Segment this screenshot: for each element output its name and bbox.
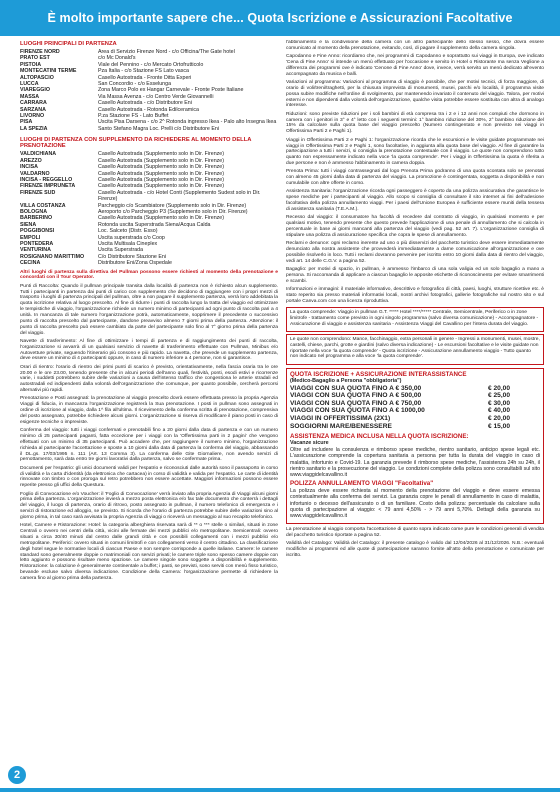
- insurance-box: [286, 368, 544, 525]
- page-number: 2: [8, 766, 26, 784]
- supp-location-row-value: Casello Autostrada (Supplemento solo in Dir. Firenze): [98, 164, 225, 171]
- location-row-value: P.za Stazione FS - Lato Buffet: [98, 113, 169, 120]
- location-row-label: FIRENZE NORD: [20, 49, 60, 55]
- info-paragraph: Prenotazione e Posti assegnati: la prenotazione al viaggio prescelto dovrà essere effettuata presso la propria Agenzia Viaggi di fiducia, in mancanza l'organizzazione registrerà la Sua prenotazione. I posti in pullman sono assegnati in ordine di iscrizione al viaggio, dalla 1^ fila all'ultima. Il ricevimento della conferma scritta di prenotazione, comprensiva del posto assegnato, potrebbe richiedere alcuni giorni. L'organizzazione si riserva di modificare il piano posti in caso di esigenze tecniche o impreviste.: [20, 396, 278, 425]
- price-row-value: € 20,00: [488, 415, 510, 423]
- supp-location-row-value: Casello Autostrada - c/o Hotel Conti (Supplemento Sudest solo in Dir. Firenze): [98, 189, 261, 203]
- price-row: [290, 392, 510, 400]
- supp-location-row-label: VALDICHIANA: [20, 151, 57, 158]
- assist-subtitle: Vacanze sicure: [290, 440, 329, 447]
- location-row-label: PISTOIA: [20, 61, 42, 68]
- info-paragraph: Hotel, Camere e Ristorazione: Hotel: la categoria alberghiera riservata sarà di ** o *** stelle o similari, situati in zone Centrali o ovvero nei centri della città, vicini alle fermate dei mezzi pubblici e/o metropolitane. Semicentrali: ovvero situati a circa 30/40 minuti dal centro dalle grandi città e con possibili collegamenti con i mezzi pubblici e/o metropolitane. Periferici: ovvero situati in comuni limitrofi e con collegamenti verso il centro cittadino. La classificazione degli hotel segue le normative locali di ciascun Paese e non sempre corrisponde a quelle italiane. Camere: le camere standard sono generalmente doppie o matrimoniali con servizi privati; le camere triple sono spesso camere doppie con letto aggiunto e possono risultare meno spaziose. Le camere singole sono soggette a disponibilità e supplemento. Ristorazione: la colazione è generalmente continentale a buffet; i pasti, se previsti, sono serviti con menù fisso turistico, bevande escluse salvo diversa indicazione. Condizione della Camera: l'organizzazione permette di richiedere la camera fino al giorno prima della partenza.: [20, 523, 278, 581]
- location-row-label: CARRARA: [20, 100, 47, 107]
- info-paragraph: Conferma del viaggio: tutti i viaggi confermati e prenotabili fino a 20 giorni dalla data di partenza e con un numero minimo di 25 partecipanti paganti, fatta eccezione per i viaggi con la 'Offertissima parti in 2 pagini' che vengono effettuati con un minimo di 35 partecipanti. Può accadere che, per raggiungere il numero minimo, l'organizzazione richieda al partecipante l'accettazione e sposte a 10 giorni dalla data di partenza la conferma del viaggio, abbassando il DL.gs. 17/03/1995 n. 111 (Art. 13 Comma 3). La conferma delle Gite Giornaliere, non avendo servizi di pernottamento, sarà data entro tre giorni lavorativi dalla partenza, salvo se confermate prima.: [20, 428, 278, 463]
- insurance-title: QUOTA ISCRIZIONE + ASSICURAZIONE INTERASSISTANCE: [290, 370, 467, 378]
- left-column: [20, 40, 278, 756]
- right-column: [286, 40, 544, 756]
- price-row-value: € 15,00: [488, 422, 510, 430]
- supp-location-row-label: VENTURINA: [20, 247, 51, 254]
- supp-location-row-value: C/o Distributore Stazione Eni: [98, 253, 167, 260]
- includes-text: La quota comprende: Viaggio in pullman G.T. ***** Hotel ****/***** Centrale, Semicentrale, Periferico o in zone limitrofe - trattamento come previsto in ogni singolo programma (salvo diversa comunicazione) - Accompagnatore - Assicurazione di viaggio e assistenza sanitaria - Assistenza Viaggi del Cavallino per l'intera durata del viaggio.: [290, 310, 539, 327]
- supp-location-row-label: ROSIGNANO MARITTIMO: [20, 253, 85, 260]
- supp-location-row-value: Uscita Superstrada: [98, 247, 144, 254]
- location-row-label: PRATO EST: [20, 55, 50, 62]
- info-paragraph: Foglio di Convocazione e/o Voucher: il 'Foglio di Convocazione' verrà inviato alla propria Agenzia di Viaggi alcuni giorni prima della partenza. L'organizzazione invierà a mezzo posta elettronica e/o fax tale documento che conterrà i dettagli del viaggio, il luogo di partenza, orario di ritrovo, posto assegnato in pullman, il numero telefonico di emergenza e i servizi di ristorazione ed alloggio, se previsto. Si ricorda che l'orario di partenza potrebbe subire delle variazioni sino al giorno prima, in tal caso sarà avvisata la propria Agenzia di viaggi o riceverà un messaggio al suo recapito telefonico.: [20, 491, 278, 520]
- supp-location-row-value: Casello Autostrada (Supplemento solo in Dir. Firenze): [98, 176, 225, 183]
- supp-location-row-value: Loc. Salceto (Distr. Esso): [98, 228, 158, 235]
- location-row-value: Casello Autostrada - Rotonda Edilceramica: [98, 106, 199, 113]
- supp-location-row-value: Aeroporto c/o Parcheggio P3 (Supplemento solo in Dir. Firenze): [98, 208, 248, 215]
- location-row-value: Pza Italia - c/o Stazione FS Lato vasca: [98, 68, 189, 75]
- assist-text: Oltre ad includere la consulenza e rimborso spese mediche, rientro sanitario, anticipo spese legali etc. L'assicurazione comprende la copertura sanitaria a persona per tutta la durata del viaggio in caso di malattia, infortunio e Covid-19. La garanzia prevede il rimborso spese mediche, l'assistenza 24h su 24h, il rientro sanitario e la prosecuzione del viaggio. Le condizioni complete della polizza sono consultabili sul sito www.viaggidelcavallino.it: [290, 447, 540, 479]
- price-row-value: € 25,00: [488, 392, 510, 400]
- page-title: È molto importante sapere che... Quota Iscrizione e Assicurazioni Facoltative: [47, 11, 513, 25]
- location-row-value: Viale del Pennino - c/o Mercato Ortofrutticolo: [98, 61, 204, 68]
- locations-note: Altri luoghi di partenza sulla direttiva del Pullman possono essere richiesti al momento della prenotazione e concordati con il Tour Operator.: [20, 269, 278, 281]
- info-paragraph: Prenota Prima: tutti i viaggi contrassegnati dal logo Prenota Prima godranno di una quota scontata solo se prenotati con almeno 45 giorni dalla data di partenza del viaggio. La promozione è contingentata, soggetta a disponibilità e non cumulabile con altre offerte in corso.: [286, 169, 544, 187]
- supp-location-row-label: AREZZO: [20, 157, 42, 164]
- supp-location-row-label: INCISA - REGGELLO: [20, 176, 73, 183]
- price-row-label: VIAGGI CON SUA QUOTA FINO A € 1000,00: [290, 407, 425, 415]
- footer-bar: [0, 788, 560, 792]
- price-table: [290, 385, 510, 431]
- left-paragraphs: [20, 284, 278, 582]
- price-row: [290, 407, 510, 415]
- location-row-value: c/o Mc Donald's: [98, 55, 136, 62]
- location-row-label: PISA: [20, 119, 33, 126]
- info-paragraph: Riduzioni: sono previste riduzioni per i soli bambini di età compresa tra i 2 e i 12 anni non compiuti che dormono in camera con i genitori in 3° e 4° letto con i seguenti termini: 1° bambino riduzione del 30%, 2° bambino riduzione del 15% da calcolare sulla quota base del viaggio prescelto (Numero contingentato e non previsto nei viaggi in Offertissima Parti 2 e Paghi 1).: [286, 111, 544, 135]
- supp-location-row-value: Rotonda uscita Superstrada Siena/Acqua Calda: [98, 221, 211, 228]
- price-row-label: VIAGGI IN OFFERTISSIMA (2X1): [290, 415, 391, 423]
- price-row-label: VIAGGI CON SUA QUOTA FINO A € 750,00: [290, 399, 422, 407]
- polizza-text: La polizza deve essere richiesta al momento della prenotazione del viaggio e deve essere emessa contestualmente alla conferma dei servizi. La garanzia copre le penali di annullamento in caso di malattia, infortunio o decesso dell'assicurato o di un familiare. Costo della polizza: percentuale da calcolare sulla quota di partecipazione al viaggio: < 79 anni 4,50% - > 79 anni 5,70%. Dettagli della garanzia su www.viaggidelcavallino.it: [290, 488, 540, 520]
- supp-location-row-value: Uscita superstrada c/o Coop: [98, 234, 165, 241]
- supp-locations-title: LUOGHI DI PARTENZA CON SUPPLEMENTO DA RICHIEDERE AL MOMENTO DELLA PRENOTAZIONE: [20, 137, 252, 150]
- page-header: [0, 0, 560, 36]
- supp-location-row: [20, 190, 278, 203]
- supp-location-row-label: PONTEDERA: [20, 240, 54, 247]
- location-row-value: San Concordio - c/o Esselunga: [98, 81, 172, 88]
- price-row: [290, 400, 510, 408]
- supp-location-row-label: CECINA: [20, 260, 41, 267]
- location-row-label: LUCCA: [20, 81, 39, 88]
- supp-location-row-label: BARBERINO: [20, 215, 53, 222]
- price-row-label: VIAGGI CON SUA QUOTA FINO A € 350,00: [290, 384, 422, 392]
- footnote-validity: Validità del Catalogo: Validità del Catalogo: il presente catalogo è valido dal 12/04/2026 al 31/12/2026. N.B.: eventuali modifiche ai programmi ed alle quote di partecipazione saranno fornite all'atto della prenotazione e comunicate per iscritto.: [286, 541, 544, 559]
- info-paragraph: Reclami e denunce: ogni reclamo inerente ad uno o più disservizi del pacchetto turistico deve essere immediatamente denunciato alla nostra assistente che provvederà immediatamente a darne comunicazione all'organizzazione e ove possibile risolverlo in loco. Tutti i reclami dovranno pervenire per iscritto entro 10 giorni dalla data di rientro del viaggio, vedi art. 14 delle C.G.V. a pagina 52.: [286, 241, 544, 264]
- supp-location-row-value: Casello Autostrada (Supplemento solo in Dir. Firenze): [98, 170, 225, 177]
- info-paragraph: l'abbinamento e la condivisione della camera con un altro partecipante dello stesso sesso, che dovrà essere comunicato al momento della prenotazione, evitando, così, di pagare il supplemento della camera singola.: [286, 40, 544, 51]
- info-paragraph: Bagaglio: per motivi di spazio, in pullman, è ammesso l'imbarco di una sola valigia ed un solo bagaglio a mano a persona. Si raccomanda di applicare a ciascun bagaglio le apposite etichette di riconoscimento per evitare smarrimenti e scambi.: [286, 267, 544, 284]
- supp-location-row-label: POGGIBONSI: [20, 228, 55, 235]
- supp-location-row-label: INCISA: [20, 164, 38, 171]
- location-row-label: MONTECATINI TERME: [20, 68, 77, 75]
- supp-location-row-value: Casello Autostrada (Supplemento solo in Dir. Firenze): [98, 151, 225, 158]
- location-row-label: MASSA: [20, 93, 40, 100]
- right-paragraphs: [286, 40, 544, 305]
- location-row-value: Casello Autostrada - c/o Distributore Eni: [98, 100, 192, 107]
- info-paragraph: Assistenza Sanitaria: l'organizzazione ricorda ogni passeggero è coperto da una polizza assicurativa che garantisce le spese mediche per i partecipanti al viaggio. Allo scopo si consiglia di consultare il sito internet ai fini dell'adesione facoltativa della polizza annullamento viaggi. Per i paesi dell'Unione Europea è sufficiente essere muniti della tessera di assistenza sanitaria (T.E.A.M.).: [286, 189, 544, 212]
- supp-location-row-label: FIRENZE IMPRUNETA: [20, 183, 76, 190]
- supp-location-row-label: BOLOGNA: [20, 208, 48, 215]
- info-paragraph: Variazioni al programma: Variazioni al programma di viaggio è possibile, che per motivi tecnici, di forza maggiore, di orario di voli/treni/traghetti, per la chiusura imprevista di monumenti, musei, parchi e/o località, il programma visite possa subire modifiche nell'ordine di svolgimento, pur mantenendo invariato il contenuto del viaggio. Talora, per motivi esterni e non dipendenti dalla volontà dell'organizzazione, qualche visita potrebbe essere sostituita con altra di analogo interesse.: [286, 80, 544, 109]
- assist-title: ASSISTENZA MEDICA INCLUSA NELLA QUOTA ISCRIZIONE:: [290, 433, 469, 441]
- price-row-value: € 20,00: [488, 384, 510, 392]
- price-row: [290, 385, 510, 393]
- price-row: [290, 415, 510, 423]
- supp-location-row-value: Distributore Eni/Zona Ospedale: [98, 260, 172, 267]
- location-row-value: Santo Stefano Magra Loc. Prelli c/o Distributore Eni: [98, 125, 220, 132]
- location-row-value: Zona Marco Polo ex Hangar Carnevale - Fronte Poste Italiane: [98, 87, 244, 94]
- includes-box: [286, 307, 544, 332]
- info-paragraph: Recesso dal viaggio: il consumatore ha facoltà di recedere dal contratto di viaggio, in qualsiasi momento e per qualsiasi motivo, tenendo presente che questo prevede l'applicazione di una penale di annullamento che si calcola in percentuale in base ai giorni mancanti alla partenza del viaggio (vedi pag. 52 art. 7). L'organizzazione consiglia di stipulare una polizza di assicurazione specifica che copra le spese di annullamento.: [286, 215, 544, 238]
- price-row-label: SOGGIORNI MARE/BENESSERE: [290, 422, 392, 430]
- supp-location-row-label: FIRENZE SUD: [20, 189, 56, 196]
- location-row-value: Area di Servizio Firenze Nord - c/o Officina/The Gate hotel: [98, 49, 235, 55]
- location-row-label: ALTOPASCIO: [20, 74, 54, 81]
- insurance-subtitle: (Medico-Bagaglio a Persona "obbligatoria"): [290, 377, 402, 384]
- supp-location-row: [20, 260, 278, 266]
- price-row-label: VIAGGI CON SUA QUOTA FINO A € 500,00: [290, 392, 422, 400]
- info-paragraph: Orari di rientro: l'orario di rientro dei primi punti di scarico è previsto, orientativamente, nella fascia oraria tra le ore 20.00 e le ore 23.00, tenendo presente che in alcuni periodi dell'anno quali, festività, ponti, esodi estivi e ricorrenze varie, i suddetti potrebbero subire delle variazioni a causa dell'intenso traffico che congestiona le arterie stradali ed autostradali ed indipendenti dalla volontà dell'organizzazione che comunque, per quanto possibile, cercherà percorsi alternativi più rapidi.: [20, 364, 278, 394]
- location-row-label: SARZANA: [20, 106, 46, 113]
- supp-location-row-label: EMPOLI: [20, 234, 41, 241]
- location-row-value: Casello Autostrada - Fronte Ditta Experi: [98, 74, 192, 81]
- info-paragraph: Informazioni e immagini: il materiale informativo, descrittivo e fotografico di città, paesi, luoghi, strutture ricettive etc. è stato reperito sia presso materiali informativi locali, nostri archivi fotografici, gallerie fotografiche sul nostro sito e sul portale Canva.com con una licenza riproduttiva.: [286, 287, 544, 304]
- excludes-box: [286, 334, 544, 365]
- info-paragraph: Viaggi in Offertissima Parti 2 e Paghi 1: l'organizzazione ricorda che le escursioni e le visite guidate programmate nei viaggi in Offertissima Parti 2 e Paghi 1, sono facoltative, in aggiunta alla quota base del viaggio. Al fine di garantire la partecipazione a tutti i servizi, si consiglia la prenotazione contestuale con il viaggio. Le quote non comprendono tutto quanto non espressamente indicato nella voce 'la quota comprende'. Per i viaggi in Offertissima la quota è riferita a due persone e non è ammesso l'abbinamento in camera doppia.: [286, 137, 544, 167]
- supp-location-row: [20, 203, 278, 209]
- supp-location-row-label: VALDARNO: [20, 170, 50, 177]
- info-paragraph: Punti di Raccolta: Quando il pullman principale transita dalla località di partenza non è richiesto alcun supplemento. Tutti i partecipanti in partenza dai punti di carico con supplemento che decidono di raggiungere con i propri mezzi di trasporto i luoghi di partenza principali del pullman, oltre a non pagare il supplemento partenza, verrà loro addebitata la quota iscrizione relativa al luogo prescelto. Al fine di ridurre i punti di raccolta lungo la tratta del viaggio ed ottimizzare le tempistiche di viaggio, l'organizzazione richiede un numero minimo di partecipanti ad ogni punto di raccolta pari a 4 unità. In mancanza di tale numero l'organizzazione potrà, automaticamente, sopprimere il precedente o successivo punto di raccolta prescelto dal partecipante, dandone preavviso almeno 7 giorni prima della partenza. Attenzione: il punto di raccolta prescelto può essere cambiato da parte del partecipante solo fino al 7° giorno prima della partenza del viaggio.: [20, 283, 278, 336]
- location-row-value: Via Massa Avenza - c/o Centro Verde Giovannelli: [98, 93, 214, 100]
- location-row-value: Uscita Pisa Darsena - c/o 2^ Rotonda ingresso Ikea - Palo alto Insegna Ikea: [98, 119, 277, 126]
- footnote-acceptance: La prenotazione al viaggio comporta l'accettazione di quanto sopra indicato come pure le condizioni generali di vendita del pacchetto turistico riportate a pagina 52.: [286, 527, 544, 539]
- supp-location-row-value: Uscita Multisala Cineplex: [98, 240, 158, 247]
- supp-locations-table: [20, 151, 278, 266]
- supp-location-row-value: Casello Autostrada (Supplemento solo in Dir. Firenze): [98, 215, 225, 222]
- info-paragraph: Navette di trasferimento: Al fine di ottimizzare i tempi di partenza e di raggiungimento dei punti di raccolta, l'organizzazione si avvarrà di un qualsiasi servizio di navette di trasferimento effettuate con Pullman, Minibus e/o Autovetture private, seguendo l'itinerario più consono e più rapido. La navetta, che prevede un supplemento partenza, deve essere un minimo di 4 partecipanti oppure, in caso di numero inferiore a 4 persone, non si garantisce.: [20, 338, 278, 362]
- info-paragraph: Capodanno e Fine Anno: ricordiamo che, nei programmi di Capodanno e soprattutto sui viaggi in Europa, ove indicato 'Cena di Fine Anno' si intende un menù effettuato per l'occasione e servito in Hotel o Ristorante ma senza Veglione a differenza dei programmi ove è indicato 'Cenone di Fine Anno' dove, invece, verrà servito un menù dedicato all'evento accompagnato da musica e balli.: [286, 54, 544, 77]
- excludes-text: Le quote non comprendono: Mance, facchinaggio, extra personali in genere - Ingressi a monumenti, musei, mostre, castelli, chiese, parchi, grotte e giardini (salvo diversa indicazione) - Le escursioni facoltative e le visite guidate non riportate nella voce 'la quota comprende' - Quota iscrizione - Assicurazione annullamento viaggio - Tutto quanto non indicato nel programma e alla voce 'la quota comprende'.: [290, 336, 540, 360]
- supp-location-row-value: Casello Autostrada (Supplemento solo in Dir. Firenze): [98, 183, 225, 190]
- supp-location-row-value: Casello Autostrada (Supplemento solo in Dir. Firenze): [98, 157, 225, 164]
- location-row-label: LIVORNO: [20, 113, 45, 120]
- supp-location-row-label: VILLA COSTANZA: [20, 202, 66, 209]
- location-row-label: LA SPEZIA: [20, 125, 48, 132]
- price-row: [290, 423, 510, 431]
- price-row-value: € 30,00: [488, 399, 510, 407]
- locations-table: [20, 49, 278, 132]
- locations-title: LUOGHI PRINCIPALI DI PARTENZA: [20, 41, 117, 47]
- location-row-label: VIAREGGIO: [20, 87, 51, 94]
- info-paragraph: Documenti per l'espatrio: gli unici documenti validi per l'espatrio e riconosciuti dalle autorità sono il passaporto in corso di validità e la carta d'identità (da elettronica che cartacea) in corso di validità e valida per l'espatrio. Le carte di identità rinnovate con timbro o con proroga sul retro potrebbero non essere accettate. Maggiori informazioni possono essere reperite presso gli uffici della Questura.: [20, 465, 278, 489]
- price-row-value: € 40,00: [488, 407, 510, 415]
- supp-location-row-value: Parcheggio c/o Scambiatore (Supplemento solo in Dir. Firenze): [98, 202, 247, 209]
- polizza-title: POLIZZA ANNULLAMENTO VIAGGI "Facoltativa": [290, 480, 434, 488]
- supp-location-row-label: SIENA: [20, 221, 37, 228]
